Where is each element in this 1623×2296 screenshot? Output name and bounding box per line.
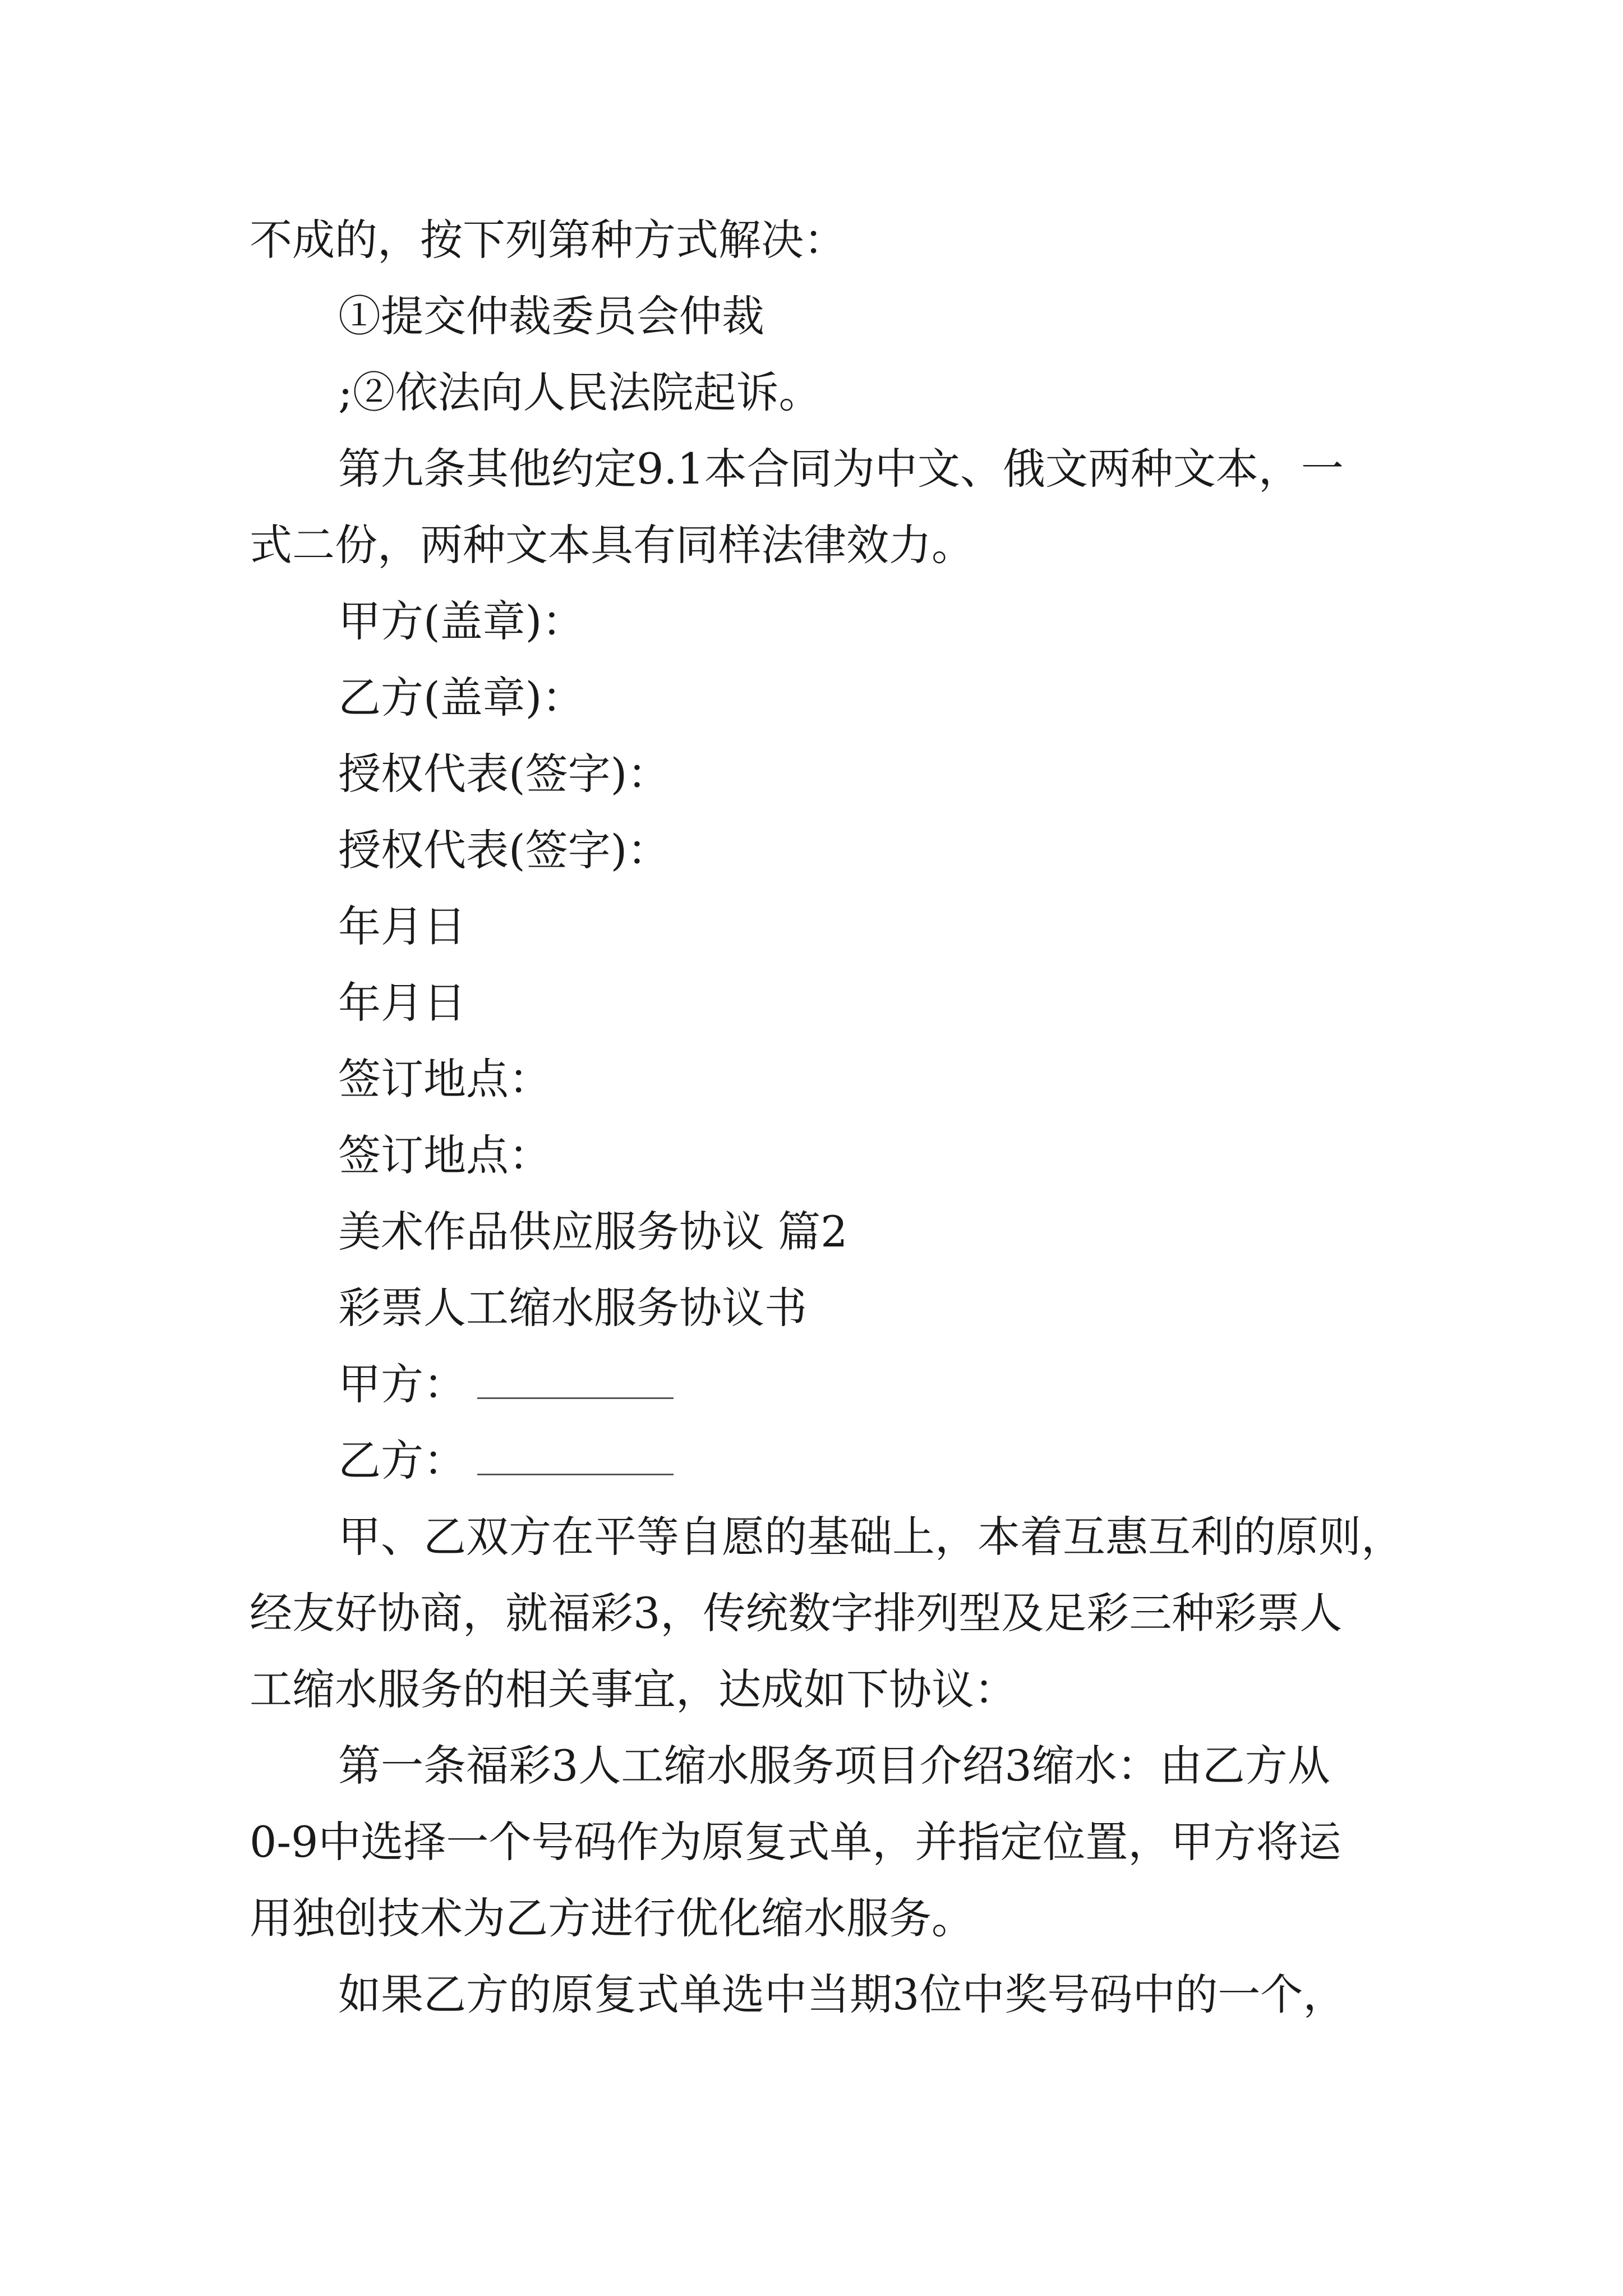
party-b-label: 乙方：: [338, 1435, 466, 1485]
party-b-blank: [477, 1471, 674, 1475]
text-line: 第一条福彩3人工缩水服务项目介绍3缩水：由乙方从: [338, 1741, 1330, 1791]
section-heading: 美术作品供应服务协议 篇2: [338, 1207, 848, 1257]
text-line: 如果乙方的原复式单选中当期3位中奖号码中的一个，: [338, 1970, 1346, 2019]
text-line: 用独创技术为乙方进行优化缩水服务。: [250, 1893, 974, 1943]
location-label: 签订地点：: [338, 1054, 551, 1104]
text-line: 式二份，两种文本具有同样法律效力。: [250, 520, 974, 570]
signature-label-party-a: 甲方(盖章)：: [338, 596, 585, 646]
signature-label-party-b: 乙方(盖章)：: [338, 673, 585, 723]
signature-label-representative: 授权代表(签字)：: [338, 749, 670, 799]
document-body: [250, 202, 1404, 2033]
agreement-title: 彩票人工缩水服务协议书: [338, 1283, 807, 1333]
text-line: 不成的，按下列第种方式解决：: [250, 215, 846, 265]
text-line: ;②依法向人民法院起诉。: [338, 367, 822, 417]
signature-label-representative: 授权代表(签字)：: [338, 825, 670, 875]
party-a-line: [250, 1346, 1394, 1423]
date-label: 年月日: [338, 901, 466, 951]
text-line: 第九条其他约定9.1本合同为中文、俄文两种文本，一: [338, 444, 1344, 494]
party-b-line: [250, 1423, 1394, 1499]
party-a-blank: [477, 1395, 674, 1399]
text-line: 0-9中选择一个号码作为原复式单，并指定位置，甲方将运: [250, 1817, 1341, 1867]
text-line: 工缩水服务的相关事宜，达成如下协议：: [250, 1664, 1017, 1714]
party-a-label: 甲方：: [338, 1359, 466, 1409]
date-label: 年月日: [338, 978, 466, 1028]
text-line: 甲、乙双方在平等自愿的基础上，本着互惠互利的原则，: [338, 1512, 1404, 1562]
text-line: ①提交仲裁委员会仲裁: [338, 291, 764, 341]
location-label: 签订地点：: [338, 1130, 551, 1180]
text-line: 经友好协商，就福彩3，传统数字排列型及足彩三种彩票人: [250, 1588, 1343, 1638]
